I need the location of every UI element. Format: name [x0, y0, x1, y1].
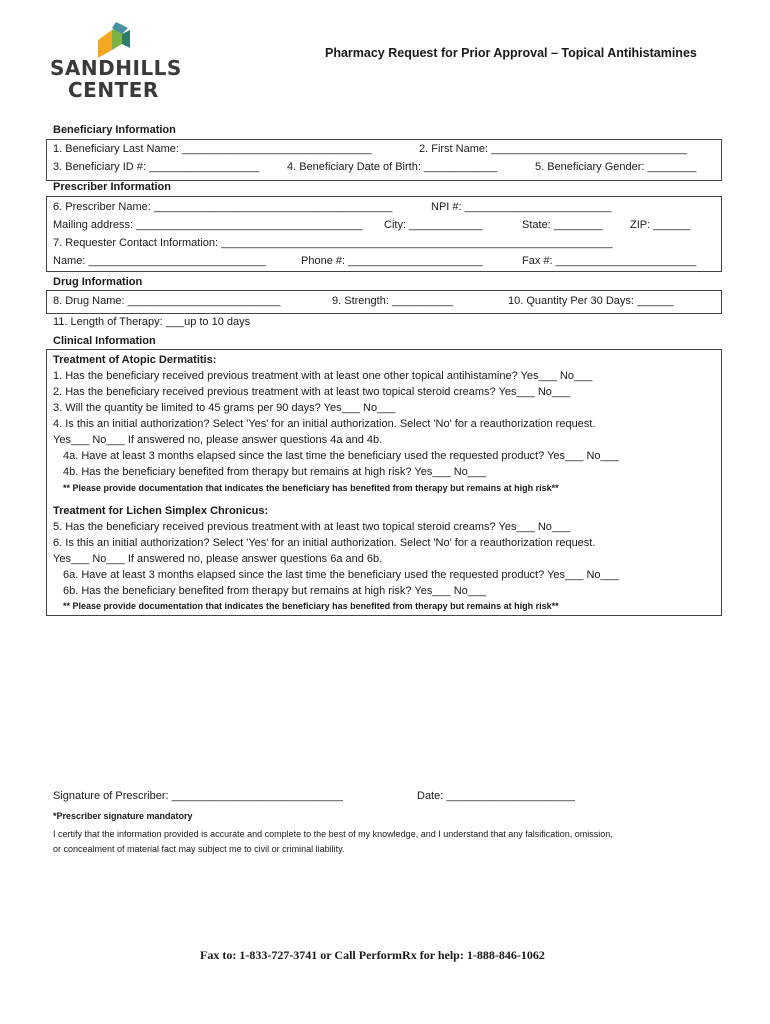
- drug-heading: Drug Information: [53, 276, 143, 288]
- state-field[interactable]: State: ________: [522, 219, 603, 231]
- question-4: 4. Is this an initial authorization? Select 'Yes' for an initial authorization. Select 'No' for a reauthorization request.: [53, 418, 596, 430]
- beneficiary-dob-field[interactable]: 4. Beneficiary Date of Birth: ____________: [287, 161, 498, 173]
- certification-line-2: or concealment of material fact may subject me to civil or criminal liability.: [53, 844, 345, 854]
- quantity-field[interactable]: 10. Quantity Per 30 Days: ______: [508, 295, 674, 307]
- requester-contact-field[interactable]: 7. Requester Contact Information: ________________________________________________________________: [53, 237, 613, 249]
- beneficiary-last-name-field[interactable]: 1. Beneficiary Last Name: _______________________________: [53, 143, 372, 155]
- phone-field[interactable]: Phone #: ______________________: [301, 255, 483, 267]
- contact-name-field[interactable]: Name: _____________________________: [53, 255, 266, 267]
- length-of-therapy-field[interactable]: 11. Length of Therapy: ___up to 10 days: [53, 316, 251, 328]
- npi-field[interactable]: NPI #: ________________________: [431, 201, 612, 213]
- prescriber-signature-field[interactable]: Signature of Prescriber: ____________________________: [53, 790, 343, 802]
- signature-date-field[interactable]: Date: _____________________: [417, 790, 575, 802]
- logo-mark-icon: [50, 22, 185, 58]
- question-4b[interactable]: 4b. Has the beneficiary benefited from therapy but remains at high risk? Yes___ No___: [63, 466, 487, 478]
- beneficiary-first-name-field[interactable]: 2. First Name: ________________________________: [419, 143, 687, 155]
- lichen-heading: Treatment for Lichen Simplex Chronicus:: [53, 505, 269, 517]
- beneficiary-gender-field[interactable]: 5. Beneficiary Gender: ________: [535, 161, 697, 173]
- certification-line-1: I certify that the information provided is accurate and complete to the best of my knowledge, and I understand that any falsification, omission,: [53, 829, 613, 839]
- question-2[interactable]: 2. Has the beneficiary received previous treatment with at least two topical steroid creams? Yes___ No___: [53, 386, 571, 398]
- city-field[interactable]: City: ____________: [384, 219, 483, 231]
- question-6a[interactable]: 6a. Have at least 3 months elapsed since the last time the beneficiary used the requested product? Yes___ No___: [63, 569, 619, 581]
- lichen-documentation-note: ** Please provide documentation that indicates the beneficiary has benefited from therapy but remains at high risk**: [63, 601, 559, 611]
- page-title: Pharmacy Request for Prior Approval – Topical Antihistamines: [325, 46, 697, 60]
- prescriber-heading: Prescriber Information: [53, 181, 171, 193]
- logo-line1: SANDHILLS: [50, 56, 182, 80]
- beneficiary-heading: Beneficiary Information: [53, 124, 176, 136]
- question-4a[interactable]: 4a. Have at least 3 months elapsed since the last time the beneficiary used the requested product? Yes___ No___: [63, 450, 619, 462]
- question-6b[interactable]: 6b. Has the beneficiary benefited from therapy but remains at high risk? Yes___ No___: [63, 585, 487, 597]
- prescriber-name-field[interactable]: 6. Prescriber Name: _______________________________________: [53, 201, 393, 213]
- question-3[interactable]: 3. Will the quantity be limited to 45 grams per 90 days? Yes___ No___: [53, 402, 396, 414]
- question-6-yes-no[interactable]: Yes___ No___ If answered no, please answer questions 6a and 6b.: [53, 553, 383, 565]
- clinical-heading: Clinical Information: [53, 335, 156, 347]
- question-6: 6. Is this an initial authorization? Select 'Yes' for an initial authorization. Select 'No' for a reauthorization request.: [53, 537, 596, 549]
- drug-name-field[interactable]: 8. Drug Name: _________________________: [53, 295, 281, 307]
- logo-line2: CENTER: [68, 78, 159, 102]
- question-5[interactable]: 5. Has the beneficiary received previous treatment with at least two topical steroid creams? Yes___ No___: [53, 521, 571, 533]
- logo: [50, 22, 185, 102]
- question-4-yes-no[interactable]: Yes___ No___ If answered no, please answer questions 4a and 4b.: [53, 434, 383, 446]
- zip-field[interactable]: ZIP: ______: [630, 219, 690, 231]
- signature-mandatory-note: *Prescriber signature mandatory: [53, 811, 193, 821]
- atopic-heading: Treatment of Atopic Dermatitis:: [53, 354, 217, 366]
- footer-contact: Fax to: 1-833-727-3741 or Call PerformRx for help: 1-888-846-1062: [200, 948, 545, 962]
- question-1[interactable]: 1. Has the beneficiary received previous treatment with at least one other topical antihistamine? Yes___ No___: [53, 370, 593, 382]
- fax-field[interactable]: Fax #: _______________________: [522, 255, 697, 267]
- strength-field[interactable]: 9. Strength: __________: [332, 295, 454, 307]
- mailing-address-field[interactable]: Mailing address: _____________________________________: [53, 219, 363, 231]
- atopic-documentation-note: ** Please provide documentation that indicates the beneficiary has benefited from therapy but remains at high risk**: [63, 483, 559, 493]
- beneficiary-id-field[interactable]: 3. Beneficiary ID #: __________________: [53, 161, 260, 173]
